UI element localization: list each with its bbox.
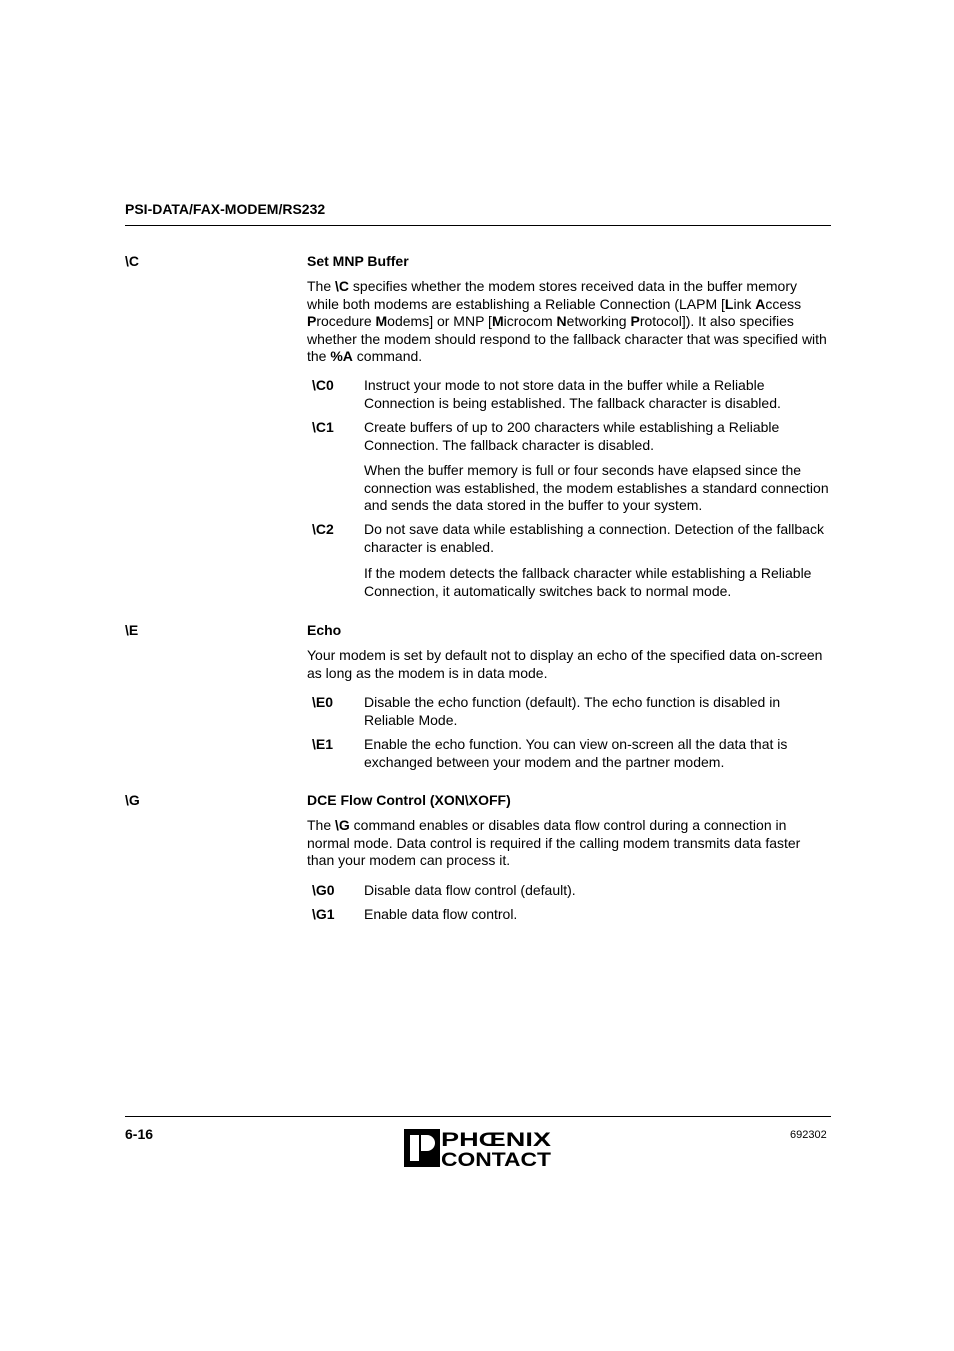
option-key-c1: \C1 xyxy=(312,419,334,435)
header-title: PSI-DATA/FAX-MODEM/RS232 xyxy=(125,201,326,217)
option-text-g1: Enable data flow control. xyxy=(364,906,518,922)
option-key-e0: \E0 xyxy=(312,694,334,710)
command-key: \C xyxy=(125,253,139,269)
option-text-c0: Instruct your mode to not store data in the buffer while a Reliable Connection is being established. The fallback character is disabled. xyxy=(364,377,781,411)
document-number: 692302 xyxy=(790,1129,827,1141)
section-description: Your modem is set by default not to display an echo of the specified data on-screen as long as the modem is in data mode. xyxy=(307,647,823,681)
logo-emblem-bar xyxy=(410,1135,419,1161)
option-text-c2: Do not save data while establishing a connection. Detection of the fallback character is enabled. xyxy=(364,521,824,555)
header-rule xyxy=(125,225,831,226)
section-description: The \C specifies whether the modem stores received data in the buffer memory while both modems are establishing a Reliable Connection (LAPM [Link Access Procedure Modems] or MNP [Microcom Networking Protocol]). It also specifies whether the modem should respond to the fallback character that was specified with the %A command. xyxy=(307,278,827,365)
section-title: DCE Flow Control (XON\XOFF) xyxy=(307,792,511,808)
option-note-c2: If the modem detects the fallback character while establishing a Reliable Connection, it automatically switches back to normal mode. xyxy=(364,565,812,599)
option-text-e0: Disable the echo function (default). The echo function is disabled in Reliable Mode. xyxy=(364,694,781,728)
section-description: The \G command enables or disables data flow control during a connection in normal mode. Data control is required if the calling modem transmits data faster than your modem can process it. xyxy=(307,817,801,869)
option-key-c2: \C2 xyxy=(312,521,334,537)
option-key-c0: \C0 xyxy=(312,377,334,393)
footer-rule xyxy=(125,1116,831,1117)
logo-text-line1: PHŒNIX xyxy=(441,1130,552,1151)
option-key-g0: \G0 xyxy=(312,882,335,898)
logo-text-line2: CONTACT xyxy=(441,1150,552,1167)
option-text-e1: Enable the echo function. You can view on-screen all the data that is exchanged between your modem and the partner modem. xyxy=(364,736,788,770)
option-key-g1: \G1 xyxy=(312,906,335,922)
page-number: 6-16 xyxy=(125,1126,154,1142)
command-key: \E xyxy=(125,622,139,638)
option-note-c1: When the buffer memory is full or four seconds have elapsed since the connection was established, the modem establishes a standard connection and sends the data stored in the buffer to your system. xyxy=(364,462,829,514)
option-text-g0: Disable data flow control (default). xyxy=(364,882,576,898)
option-key-e1: \E1 xyxy=(312,736,334,752)
section-title: Echo xyxy=(307,622,342,638)
section-title: Set MNP Buffer xyxy=(307,253,409,269)
phoenix-contact-logo xyxy=(404,1129,552,1167)
command-key: \G xyxy=(125,792,140,808)
option-text-c1: Create buffers of up to 200 characters while establishing a Reliable Connection. The fallback character is disabled. xyxy=(364,419,780,453)
